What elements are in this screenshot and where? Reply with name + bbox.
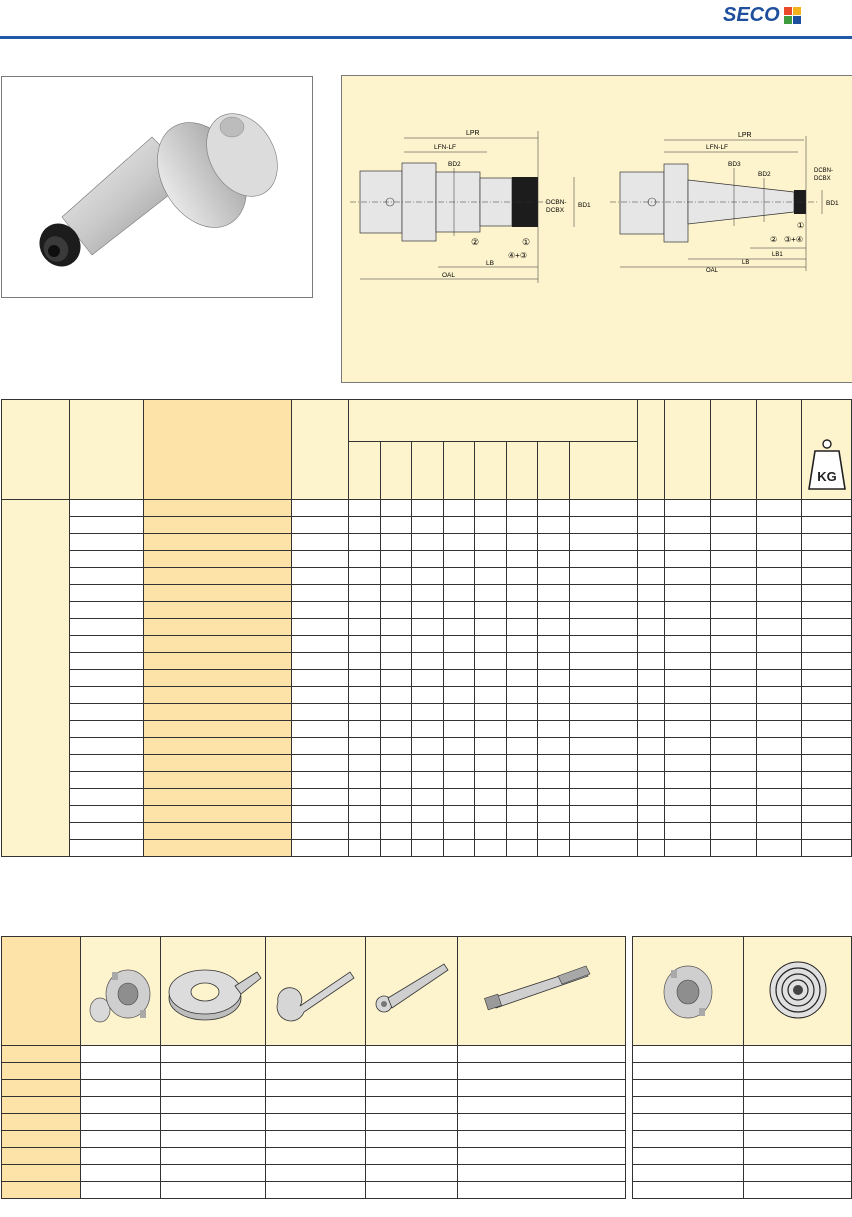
table-row — [2, 789, 852, 806]
accessories-row — [2, 1046, 626, 1063]
spare-parts-row — [633, 1080, 852, 1097]
spare-parts-row — [633, 1148, 852, 1165]
table-row — [2, 653, 852, 670]
weight-kg-icon — [807, 437, 847, 493]
callout-1-left: ① — [522, 237, 531, 247]
collet-icon — [763, 950, 833, 1030]
specification-table — [1, 399, 852, 857]
accessories-row — [2, 1114, 626, 1131]
callout-1-right: ① — [797, 221, 805, 230]
table-row — [2, 755, 852, 772]
dim-bd1-right: BD1 — [826, 200, 839, 207]
table-row — [2, 619, 852, 636]
dim-lpr-left: LPR — [466, 130, 480, 137]
table-row — [2, 840, 852, 857]
logo-text: SECO — [723, 4, 780, 26]
table-row — [2, 534, 852, 551]
dim-bd2-left: BD2 — [448, 161, 461, 168]
callout-2-left: ② — [471, 237, 480, 247]
tool-holder-image — [2, 77, 312, 297]
dimension-drawing-panel — [341, 75, 852, 383]
dim-lpr-right: LPR — [738, 132, 752, 139]
callout-3-4-right: ③+④ — [784, 235, 804, 244]
spare-parts-row — [633, 1114, 852, 1131]
table-row — [2, 551, 852, 568]
torque-wrench-icon — [462, 950, 622, 1030]
spare-parts-row — [633, 1097, 852, 1114]
table-row — [2, 738, 852, 755]
accessories-row — [2, 1063, 626, 1080]
dim-lb1-right: LB1 — [772, 252, 783, 258]
clamping-nut-icon — [653, 950, 723, 1030]
product-photo — [1, 76, 313, 298]
dim-dcbx-right: DCBX — [814, 176, 831, 182]
accessories-header-row — [2, 937, 626, 1046]
dim-dcbn-right: DCBN- — [814, 168, 833, 174]
accessories-table — [1, 936, 626, 1199]
seco-logo — [723, 5, 801, 25]
dim-bd1-left: BD1 — [578, 202, 591, 209]
dim-lb-left: LB — [486, 260, 494, 267]
spare-parts-table — [632, 936, 852, 1199]
callout-4-3-left: ④+③ — [508, 251, 528, 260]
table-row — [2, 670, 852, 687]
table-row — [2, 721, 852, 738]
clamping-nut-with-collet-icon — [84, 950, 158, 1030]
table-row — [2, 704, 852, 721]
dim-lfn-lf-right: LFN-LF — [706, 144, 729, 151]
table-row — [2, 687, 852, 704]
dim-oal-left: OAL — [442, 272, 456, 279]
spare-parts-header-row — [633, 937, 852, 1046]
table-row — [2, 636, 852, 653]
dim-lfn-lf-left: LFN-LF — [434, 144, 457, 151]
callout-2-right: ② — [770, 235, 778, 244]
spare-parts-row — [633, 1131, 852, 1148]
accessories-row — [2, 1148, 626, 1165]
spare-parts-row — [633, 1063, 852, 1080]
table-row — [2, 772, 852, 789]
hook-spanner-icon — [268, 950, 364, 1030]
table-row — [2, 500, 852, 517]
table-header-row-1 — [2, 400, 852, 442]
table-row — [2, 602, 852, 619]
dim-dcbn-left: DCBN- — [546, 199, 567, 206]
torque-wrench-head-icon — [368, 950, 456, 1030]
dim-dcbx-left: DCBX — [546, 207, 565, 214]
dimension-drawing — [342, 76, 852, 382]
spare-parts-row — [633, 1182, 852, 1199]
dim-lb-right: LB — [742, 260, 750, 266]
accessories-row — [2, 1097, 626, 1114]
spare-parts-row — [633, 1046, 852, 1063]
header-rule — [0, 36, 852, 39]
weight-kg-label: KG — [816, 469, 837, 484]
tightening-fixture-icon — [163, 950, 263, 1030]
dim-bd3-right: BD3 — [728, 161, 741, 168]
logo-squares-icon — [784, 7, 801, 24]
accessories-row — [2, 1182, 626, 1199]
table-row — [2, 568, 852, 585]
table-row — [2, 517, 852, 534]
spare-parts-row — [633, 1165, 852, 1182]
dim-bd2-right: BD2 — [758, 171, 771, 178]
accessories-row — [2, 1080, 626, 1097]
table-row — [2, 585, 852, 602]
dim-oal-right: OAL — [706, 268, 719, 274]
table-row — [2, 823, 852, 840]
accessories-row — [2, 1165, 626, 1182]
table-row — [2, 806, 852, 823]
accessories-row — [2, 1131, 626, 1148]
